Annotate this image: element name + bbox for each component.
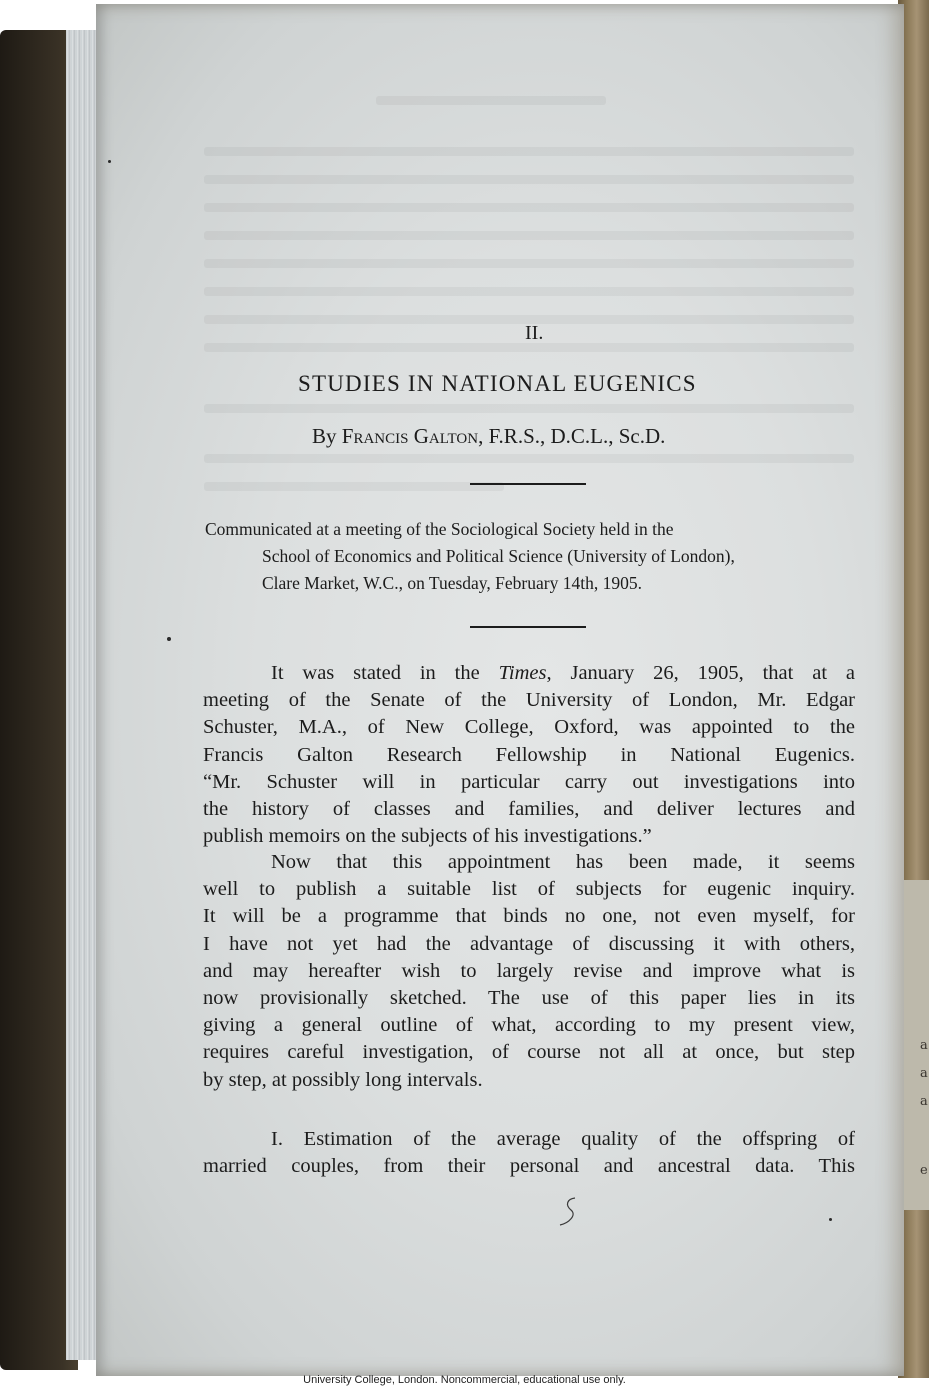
communicated-line: Clare Market, W.C., on Tuesday, February 14th, 1905. bbox=[262, 573, 642, 593]
text-run: It was stated in the bbox=[271, 662, 499, 684]
paragraph-section-one bbox=[203, 1126, 855, 1180]
article-byline bbox=[312, 424, 665, 449]
paragraph-line: I have not yet had the advantage of discussing it with others, bbox=[203, 932, 855, 955]
next-page-letter: a bbox=[920, 1038, 928, 1053]
communicated-note bbox=[205, 516, 857, 597]
paragraph-line: well to publish a suitable list of subjects for eugenic inquiry. bbox=[203, 878, 855, 901]
paragraph-line: the history of classes and families, and deliver lectures and bbox=[203, 798, 855, 821]
byline-prefix: By bbox=[312, 424, 337, 448]
show-through-line bbox=[204, 259, 854, 268]
paragraph-line bbox=[203, 660, 855, 687]
paragraph-line: Now that this appointment has been made, it seems bbox=[271, 851, 855, 873]
paragraph-line: and may hereafter wish to largely revise and improve what is bbox=[203, 959, 855, 982]
show-through-line bbox=[204, 175, 854, 184]
scan-speck bbox=[108, 160, 111, 163]
paragraph-times-appointment bbox=[203, 660, 855, 850]
pencil-mark-icon bbox=[555, 1195, 581, 1229]
show-through-line bbox=[204, 454, 854, 463]
show-through-line bbox=[204, 287, 854, 296]
next-page-letter: a bbox=[920, 1066, 928, 1081]
communicated-line: School of Economics and Political Science (University of London), bbox=[262, 546, 735, 566]
paragraph-line: “Mr. Schuster will in particular carry out investigations into bbox=[203, 770, 855, 793]
byline-credentials: , F.R.S., D.C.L., Sc.D. bbox=[478, 424, 666, 448]
text-run: , January 26, 1905, that at a bbox=[546, 662, 855, 684]
note-divider-rule bbox=[470, 626, 586, 628]
show-through-line bbox=[204, 231, 854, 240]
scan-speck bbox=[829, 1218, 832, 1221]
next-page-letter: a bbox=[920, 1094, 928, 1109]
paragraph-line: requires careful investigation, of course not all at once, but step bbox=[203, 1041, 855, 1064]
show-through-line bbox=[204, 482, 504, 491]
title-divider-rule bbox=[470, 483, 586, 485]
next-page-letter: e bbox=[920, 1163, 928, 1178]
paragraph-line: giving a general outline of what, according to my present view, bbox=[203, 1014, 855, 1037]
show-through-line bbox=[204, 147, 854, 156]
paragraph-line: by step, at possibly long intervals. bbox=[203, 1068, 483, 1091]
scan-speck bbox=[167, 637, 171, 641]
paragraph-line: Schuster, M.A., of New College, Oxford, was appointed to the bbox=[203, 716, 855, 739]
page-edges bbox=[66, 30, 100, 1360]
paragraph-line: now provisionally sketched. The use of this paper lies in its bbox=[203, 987, 855, 1010]
show-through-line bbox=[204, 203, 854, 212]
paragraph-line: Francis Galton Research Fellowship in National Eugenics. bbox=[203, 743, 855, 766]
byline-author: Francis Galton bbox=[341, 424, 479, 448]
section-number: II. bbox=[525, 322, 544, 344]
article-title: STUDIES IN NATIONAL EUGENICS bbox=[298, 371, 697, 396]
paragraph-programme bbox=[203, 849, 855, 1094]
paragraph-line: meeting of the Senate of the University of London, Mr. Edgar bbox=[203, 689, 855, 712]
show-through-line bbox=[376, 96, 606, 105]
communicated-line: Communicated at a meeting of the Sociological Society held in the bbox=[205, 519, 674, 539]
newspaper-title: Times bbox=[498, 662, 547, 684]
paragraph-line: I. Estimation of the average quality of the offspring of bbox=[271, 1128, 855, 1150]
archive-caption: University College, London. Noncommercial, educational use only. bbox=[303, 1374, 626, 1386]
paragraph-line: married couples, from their personal and ancestral data. This bbox=[203, 1155, 855, 1178]
paragraph-line: publish memoirs on the subjects of his investigations.” bbox=[203, 825, 652, 848]
show-through-line bbox=[204, 404, 854, 413]
paragraph-line: It will be a programme that binds no one, not even myself, for bbox=[203, 905, 855, 928]
